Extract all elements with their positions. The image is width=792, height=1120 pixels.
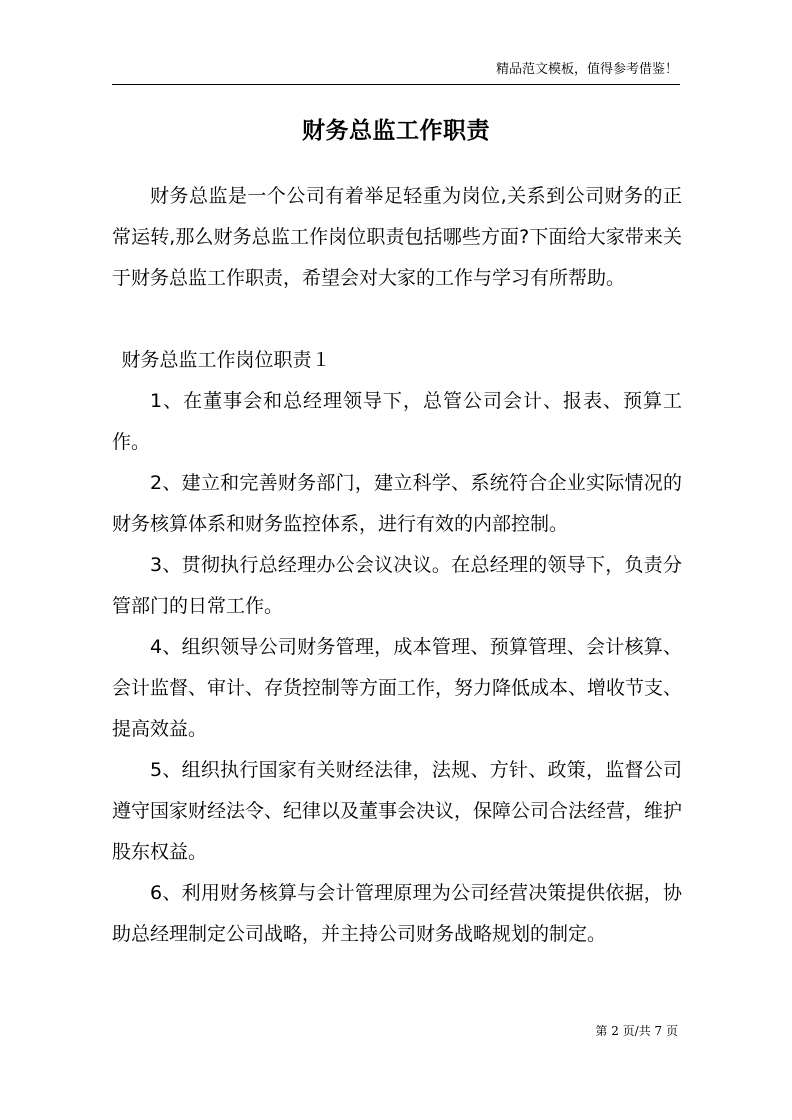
document-body xyxy=(112,176,682,955)
header-tagline: 精品范文模板，值得参考借鉴！ xyxy=(495,62,678,77)
intro-paragraph: 财务总监是一个公司有着举足轻重为岗位,关系到公司财务的正常运转,那么财务总监工作岗位职责包括哪些方面?下面给大家带来关于财务总监工作职责，希望会对大家的工作与学习有所帮助。 xyxy=(112,185,682,289)
header-divider xyxy=(112,84,680,85)
page-indicator: 第 2 页/共 7 页 xyxy=(595,1024,678,1038)
duty-item: 5、组织执行国家有关财经法律，法规、方针、政策，监督公司遵守国家财经法令、纪律以及董事会决议，保障公司合法经营，维护股东权益。 xyxy=(112,759,683,863)
document-title: 财务总监工作职责 xyxy=(302,118,490,144)
duty-item: 6、利用财务核算与会计管理原理为公司经营决策提供依据，协助总经理制定公司战略，并主持公司财务战略规划的制定。 xyxy=(112,882,682,945)
duty-item: 2、建立和完善财务部门，建立科学、系统符合企业实际情况的财务核算体系和财务监控体系，进行有效的内部控制。 xyxy=(112,472,682,535)
section-heading: 财务总监工作岗位职责１ xyxy=(121,349,331,371)
duty-item: 4、组织领导公司财务管理，成本管理、预算管理、会计核算、会计监督、审计、存货控制等方面工作，努力降低成本、增收节支、提高效益。 xyxy=(112,636,683,740)
duty-item: 1、在董事会和总经理领导下，总管公司会计、报表、预算工作。 xyxy=(112,390,682,453)
duty-item: 3、贯彻执行总经理办公会议决议。在总经理的领导下，负责分管部门的日常工作。 xyxy=(112,554,682,617)
